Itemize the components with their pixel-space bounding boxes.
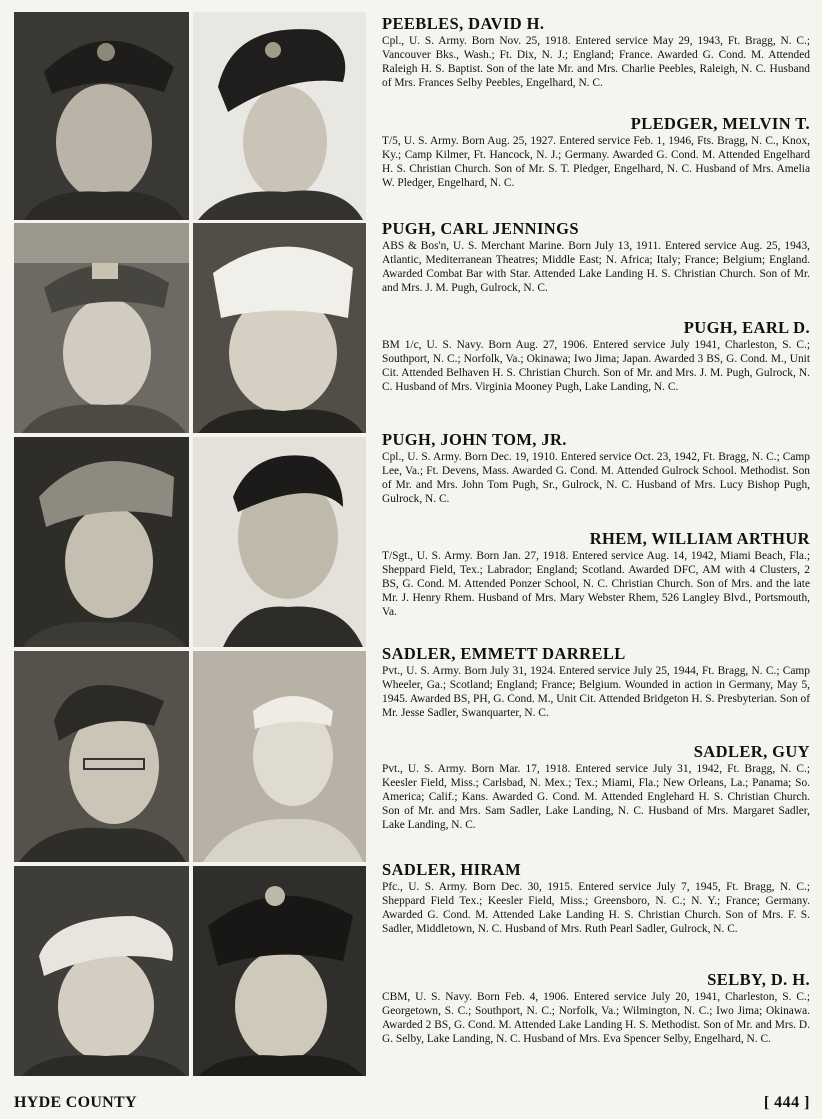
entry-emmett-sadler bbox=[382, 644, 810, 721]
entry-bio: T/Sgt., U. S. Army. Born Jan. 27, 1918. Entered service Aug. 14, 1942, Miami Beach, Fla.; Sheppard Field, Tex.; Labrador; England; Scotland. Awarded DFC, AM with 4 Clusters, 2 BS, G. Cond. M. Attended Ponzer School, N. C. Christian Church. Son of Mrs. and the late Mr. J. Henry Rhem. Husband of Mrs. Mary Webster Rhem, 526 Langley Blvd., Portsmouth, Va. bbox=[382, 550, 810, 618]
entry-bio: BM 1/c, U. S. Navy. Born Aug. 27, 1906. Entered service July 1941, Charleston, S. C.; Southport, N. C.; Norfolk, Va.; Okinawa; Iwo Jima; Japan. Awarded 3 BS, G. Cond. M., Unit Cit. Attended Belhaven H. S. Christian Church. Son of Mr. and Mrs. J. M. Pugh, Gulrock, N. C. Husband of Mrs. Virginia Mooney Pugh, Lake Landing, N. C. bbox=[382, 339, 810, 393]
portrait-photo-john-tom-pugh bbox=[14, 437, 189, 647]
portrait-photo-peebles bbox=[14, 12, 189, 220]
entry-bio: Pvt., U. S. Army. Born July 31, 1924. Entered service July 25, 1944, Ft. Bragg, N. C.; Camp Wheeler, Ga.; Scotland; England; France; Belgium. Wounded in action in Germany, May 5, 1945. Awarded BS, PH, G. Cond. M., Unit Cit. Attended Bridgeton H. S. Presbyterian. Son of Mr. Jesse Sadler, Swanquarter, N. C. bbox=[382, 665, 810, 719]
portrait-photo-hiram-sadler bbox=[14, 866, 189, 1076]
entry-name: PLEDGER, MELVIN T. bbox=[630, 114, 810, 133]
entry-name: PEEBLES, DAVID H. bbox=[382, 14, 545, 33]
entry-hiram-sadler bbox=[382, 860, 810, 937]
entry-name: SELBY, D. H. bbox=[707, 970, 810, 989]
entry-name: PUGH, EARL D. bbox=[683, 318, 810, 337]
entry-bio: Pfc., U. S. Army. Born Dec. 30, 1915. Entered service July 7, 1945, Ft. Bragg, N. C.; Sheppard Field Tex.; Keesler Field, Miss.; Greensboro, N. C.; N. Y.; France; Germany. Awarded G. Cond. M. Attended Lake Landing H. S. Christian Church. Son of Mrs. F. S. Sadler, Middletown, N. C. Husband of Mrs. Ruth Pearl Sadler, Gulrock, N. C. bbox=[382, 881, 810, 935]
entry-peebles bbox=[382, 14, 810, 91]
entry-john-tom-pugh bbox=[382, 430, 810, 507]
entry-name: PUGH, CARL JENNINGS bbox=[382, 219, 579, 238]
entry-name: SADLER, HIRAM bbox=[382, 860, 522, 879]
portrait-photo-rhem bbox=[193, 437, 366, 647]
county-footer: HYDE COUNTY bbox=[14, 1094, 137, 1111]
entry-bio: ABS & Bos'n, U. S. Merchant Marine. Born July 13, 1911. Entered service Aug. 25, 1943, Atlantic, Mediterranean Theatres; Middle East; N. Africa; Italy; France; Belgium; England. Awarded Combat Bar with Star. Attended Lake Landing H. S. Christian Church. Son of Mr. and Mrs. J. M. Pugh, Gulrock, N. C. bbox=[382, 240, 810, 294]
portrait-photo-pledger bbox=[193, 12, 366, 220]
entry-name: SADLER, GUY bbox=[693, 742, 810, 761]
entry-name: PUGH, JOHN TOM, JR. bbox=[382, 430, 567, 449]
portrait-photo-carl-pugh bbox=[14, 223, 189, 433]
portrait-photo-guy-sadler bbox=[193, 651, 366, 862]
entry-bio: Cpl., U. S. Army. Born Nov. 25, 1918. Entered service May 29, 1943, Ft. Bragg, N. C.; Vancouver Bks., Wash.; Ft. Dix, N. J.; England; France. Awarded G. Cond. M. Attended Raleigh H. S. Baptist. Son of the late Mr. and Mrs. Charlie Peebles, Raleigh, N. C. Husband of Mrs. Frances Selby Peebles, Engelhard, N. C. bbox=[382, 35, 810, 89]
portrait-photo-emmett-sadler bbox=[14, 651, 189, 862]
entry-pledger bbox=[382, 114, 810, 191]
page-number: [ 444 ] bbox=[763, 1094, 810, 1111]
entry-bio: Pvt., U. S. Army. Born Mar. 17, 1918. Entered service July 31, 1942, Ft. Bragg, N. C.; Keesler Field, Miss.; Carlsbad, N. Mex.; Tex.; Miami, Fla.; New Orleans, La.; Panama; So. America; Calif.; Kans. Awarded G. Cond. M. Attended Englehard H. S. Christian Church. Son of Mr. and Mrs. Sam Sadler, Lake Landing, N. C. Husband of Mrs. Margaret Sadler, Lake Landing, N. C. bbox=[382, 763, 810, 831]
entry-bio: T/5, U. S. Army. Born Aug. 25, 1927. Entered service Feb. 1, 1946, Fts. Bragg, N. C., Knox, Ky.; Camp Kilmer, Ft. Hancock, N. J.; Germany. Awarded G. Cond. M. Attended Engelhard H. S. Christian Church. Son of Mr. S. T. Pledger, Engelhard, N. C. Husband of Mrs. Amelia W. Pledger, Engelhard, N. C. bbox=[382, 135, 810, 189]
entry-name: RHEM, WILLIAM ARTHUR bbox=[589, 529, 810, 548]
entry-guy-sadler bbox=[382, 742, 810, 833]
entry-carl-pugh bbox=[382, 219, 810, 296]
entry-bio: Cpl., U. S. Army. Born Dec. 19, 1910. Entered service Oct. 23, 1942, Ft. Bragg, N. C.; Camp Lee, Va.; Ft. Devens, Mass. Awarded G. Cond. M. Attended Gulrock School. Methodist. Son of Mr. and Mrs. John Tom Pugh, Sr., Gulrock, N. C. Husband of Mrs. Lucy Bishop Pugh, Gulrock, N. C. bbox=[382, 451, 810, 505]
entry-rhem bbox=[382, 529, 810, 620]
entry-selby bbox=[382, 970, 810, 1047]
entry-name: SADLER, EMMETT DARRELL bbox=[382, 644, 626, 663]
portrait-photo-selby bbox=[193, 866, 366, 1076]
portrait-photo-earl-pugh bbox=[193, 223, 366, 433]
entry-bio: CBM, U. S. Navy. Born Feb. 4, 1906. Entered service July 20, 1941, Charleston, S. C.; Georgetown, S. C.; Southport, N. C.; Norfolk, Va.; Wilmington, N. C.; Iwo Jima; Okinawa. Awarded 2 BS, G. Cond. M. Attended Lake Landing H. S. Methodist. Son of Mr. and Mrs. D. G. Selby, Lake Landing, N. C. Husband of Mrs. Eva Spencer Selby, Engelhard, N. C. bbox=[382, 991, 810, 1045]
entry-earl-pugh bbox=[382, 318, 810, 395]
